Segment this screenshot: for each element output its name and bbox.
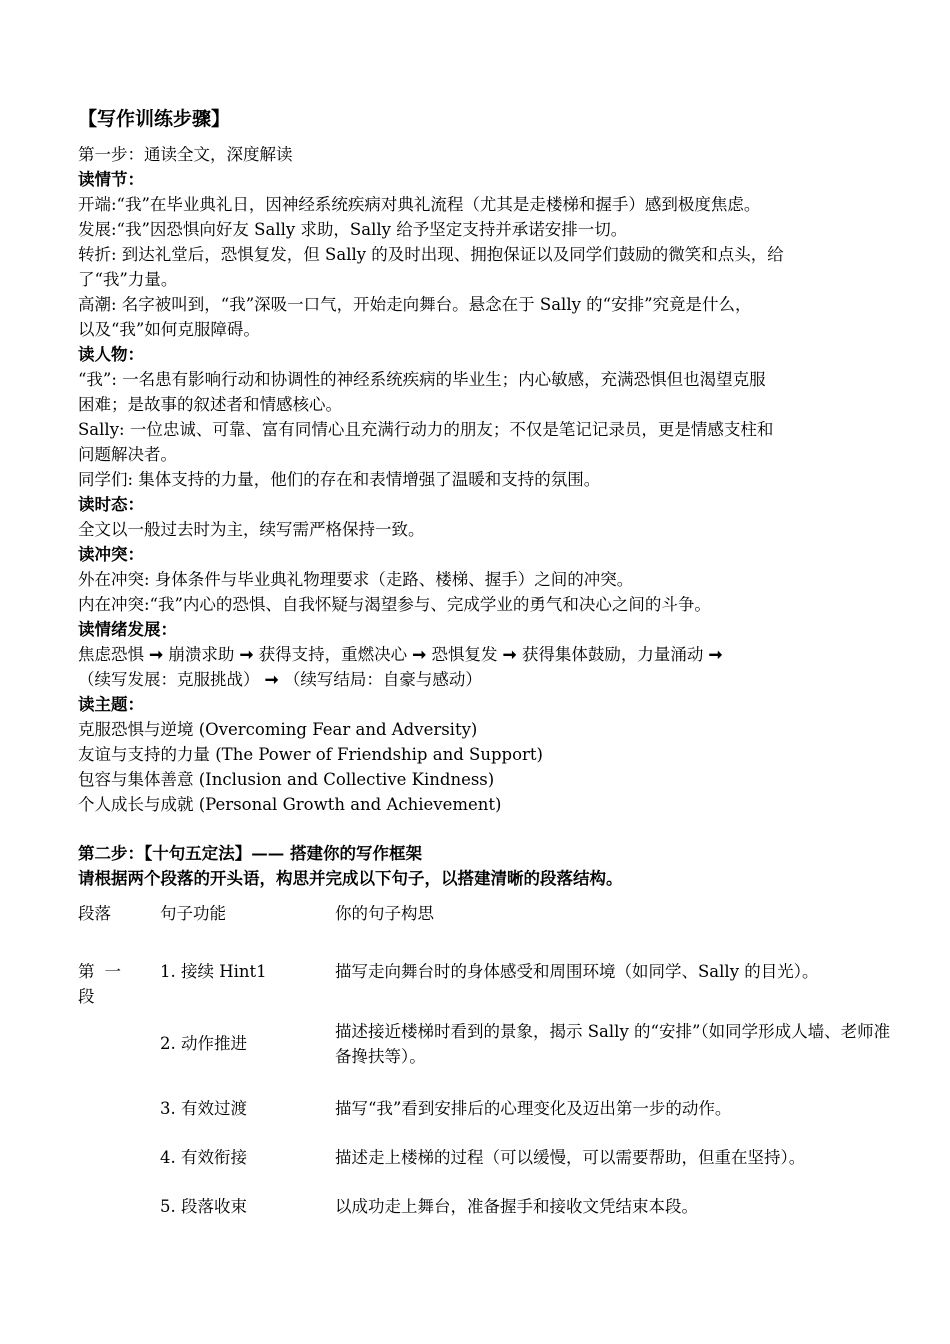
- emotion-flow-line1: [78, 642, 888, 667]
- emotion-stage: 获得支持，重燃决心: [258, 645, 408, 664]
- emotion-stage: 崩溃求助: [168, 645, 235, 664]
- column-header: 你的句子构思: [335, 904, 434, 923]
- arrow-icon: ➞: [239, 645, 254, 664]
- characters-line: 同学们: 集体支持的力量，他们的存在和表情增强了温暖和支持的氛围。: [78, 470, 601, 489]
- theme-line: 个人成长与成就 (Personal Growth and Achievement): [78, 795, 502, 814]
- theme-line: 克服恐惧与逆境 (Overcoming Fear and Adversity): [78, 720, 478, 739]
- characters-line: “我”: 一名患有影响行动和协调性的神经系统疾病的毕业生；内心敏感，充满恐惧但也渴望克服: [78, 370, 766, 389]
- plot-line: 开端:“我”在毕业典礼日，因神经系统疾病对典礼流程（尤其是走楼梯和握手）感到极度焦虑。: [78, 195, 761, 214]
- arrow-icon: ➞: [412, 645, 427, 664]
- characters-line: 问题解决者。: [78, 445, 177, 464]
- plot-line: 以及“我”如何克服障碍。: [78, 320, 260, 339]
- sentence-function: 4. 有效衔接: [160, 1148, 247, 1167]
- table-row: [78, 1019, 903, 1096]
- arrow-icon: ➞: [264, 670, 279, 689]
- sentence-function: 2. 动作推进: [160, 1034, 247, 1053]
- plot-line: 转折: 到达礼堂后，恐惧复发，但 Sally 的及时出现、拥抱保证以及同学们鼓励的微笑和点头，给: [78, 245, 784, 264]
- plot-label: 读情节：: [78, 170, 144, 189]
- column-header: 段落: [78, 904, 111, 923]
- theme-line: 包容与集体善意 (Inclusion and Collective Kindness): [78, 770, 495, 789]
- document-content: [78, 104, 891, 1243]
- conflict-line: 内在冲突:“我”内心的恐惧、自我怀疑与渴望参与、完成学业的勇气和决心之间的斗争。: [78, 595, 711, 614]
- arrow-icon: ➞: [502, 645, 517, 664]
- page-title: 【写作训练步骤】: [78, 108, 231, 130]
- column-header: 句子功能: [160, 904, 226, 923]
- table-row: [78, 1194, 903, 1243]
- emotion-stage: 焦虑恐惧: [78, 645, 144, 664]
- tense-line: 全文以一般过去时为主，续写需严格保持一致。: [78, 520, 425, 539]
- sentence-idea: 描述走上楼梯的过程（可以缓慢，可以需要帮助，但重在坚持）。: [335, 1148, 806, 1167]
- conflict-label: 读冲突：: [78, 545, 144, 564]
- section-spacer: [78, 817, 888, 841]
- emotion-stage: （续写发展：克服挑战）: [78, 670, 260, 689]
- emotion-stage: （续写结局：自豪与感动）: [283, 670, 482, 689]
- step2-heading: 第二步：【十句五定法】—— 搭建你的写作框架: [78, 844, 422, 863]
- theme-label: 读主题：: [78, 695, 144, 714]
- emotion-label: 读情绪发展：: [78, 620, 177, 639]
- sentence-idea: 以成功走上舞台，准备握手和接收文凭结束本段。: [335, 1197, 698, 1216]
- paragraph-label: 第一段: [78, 962, 131, 1006]
- sentence-idea: 描写走向舞台时的身体感受和周围环境（如同学、Sally 的目光）。: [335, 962, 819, 981]
- arrow-icon: ➞: [708, 645, 723, 664]
- emotion-stage: 获得集体鼓励，力量涌动: [521, 645, 704, 664]
- tense-label: 读时态：: [78, 495, 144, 514]
- plot-line: 了“我”力量。: [78, 270, 178, 289]
- writing-framework-table: [78, 901, 903, 1243]
- characters-line: Sally: 一位忠诚、可靠、富有同情心且充满行动力的朋友；不仅是笔记记录员，更是情感支柱和: [78, 420, 774, 439]
- sentence-function: 5. 段落收束: [160, 1197, 247, 1216]
- table-header-row: [78, 901, 903, 951]
- step2-instruction: 请根据两个段落的开头语，构思并完成以下句子，以搭建清晰的段落结构。: [78, 869, 623, 888]
- table-row: [78, 951, 903, 1019]
- conflict-line: 外在冲突: 身体条件与毕业典礼物理要求（走路、楼梯、握手）之间的冲突。: [78, 570, 634, 589]
- table-row: [78, 1145, 903, 1194]
- sentence-function: 3. 有效过渡: [160, 1099, 247, 1118]
- characters-line: 困难；是故事的叙述者和情感核心。: [78, 395, 342, 414]
- sentence-idea: 描述接近楼梯时看到的景象，揭示 Sally 的“安排”（如同学形成人墙、老师准备搀扶等）。: [335, 1022, 891, 1066]
- characters-label: 读人物：: [78, 345, 144, 364]
- plot-line: 发展:“我”因恐惧向好友 Sally 求助，Sally 给予坚定支持并承诺安排一切。: [78, 220, 628, 239]
- plot-line: 高潮: 名字被叫到，“我”深吸一口气，开始走向舞台。悬念在于 Sally 的“安排”究竟是什么，: [78, 295, 752, 314]
- sentence-idea: 描写“我”看到安排后的心理变化及迈出第一步的动作。: [335, 1099, 732, 1118]
- paragraph-cell: [78, 951, 160, 1019]
- table-row: [78, 1096, 903, 1145]
- emotion-stage: 恐惧复发: [431, 645, 498, 664]
- emotion-flow-line2: [78, 667, 888, 692]
- theme-line: 友谊与支持的力量 (The Power of Friendship and Support): [78, 745, 543, 764]
- step1-heading: 第一步：通读全文，深度解读: [78, 145, 293, 164]
- sentence-function: 1. 接续 Hint1: [160, 962, 267, 981]
- arrow-icon: ➞: [149, 645, 164, 664]
